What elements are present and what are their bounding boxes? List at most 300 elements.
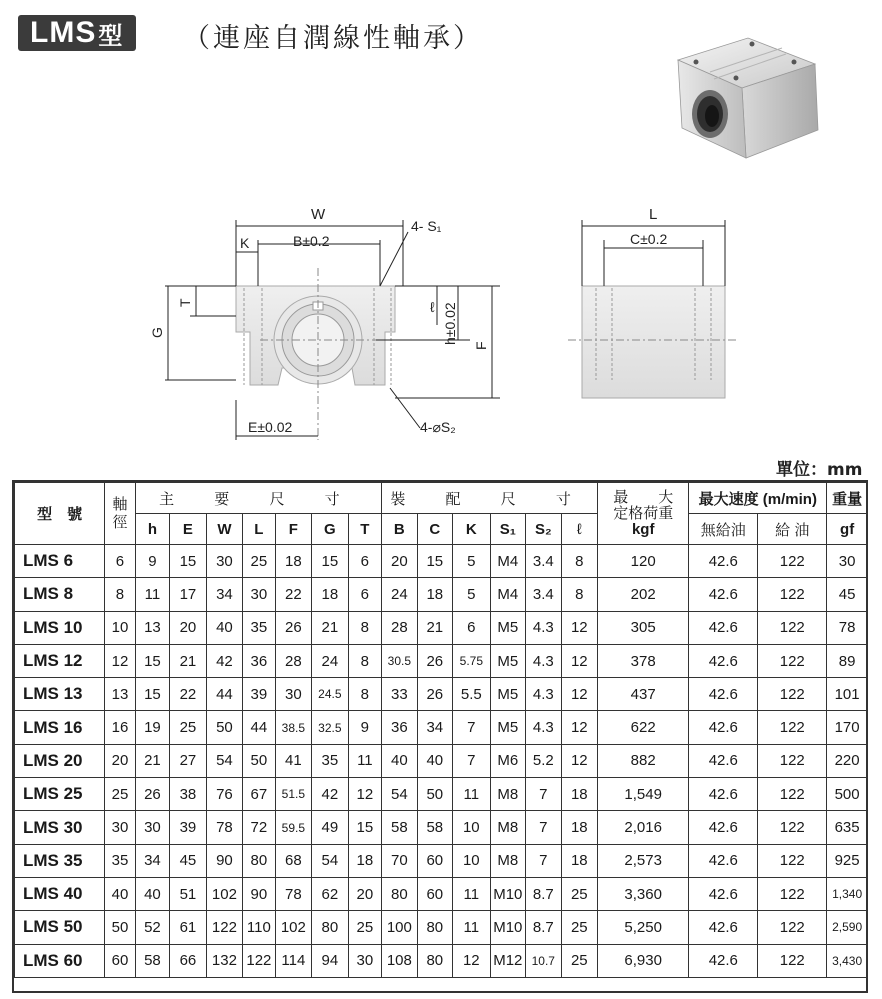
cell-t: 15	[348, 811, 381, 844]
cell-k: 7	[453, 744, 491, 777]
cell-d: 16	[105, 711, 135, 744]
cell-k: 10	[453, 844, 491, 877]
table-row	[15, 611, 868, 644]
table-row	[15, 877, 868, 910]
cell-k: 12	[453, 944, 491, 977]
cell-k: 10	[453, 811, 491, 844]
label-K: K	[240, 235, 250, 251]
cell-w: 78	[206, 811, 243, 844]
spec-table	[14, 482, 868, 978]
cell-g: 54	[312, 844, 349, 877]
cell-f: 41	[275, 744, 312, 777]
cell-model: LMS 50	[15, 911, 105, 944]
cell-model: LMS 8	[15, 578, 105, 611]
cell-model: LMS 60	[15, 944, 105, 977]
cell-h: 30	[135, 811, 169, 844]
label-C: C±0.2	[630, 231, 668, 247]
cell-w: 42	[206, 644, 243, 677]
table-row	[15, 711, 868, 744]
cell-no_oil: 42.6	[689, 911, 758, 944]
cell-s1: M8	[490, 811, 525, 844]
cell-weight: 101	[827, 678, 868, 711]
cell-t: 6	[348, 578, 381, 611]
th-model: 型 號	[15, 483, 105, 545]
cell-w: 102	[206, 877, 243, 910]
label-F: F	[473, 341, 489, 350]
cell-t: 25	[348, 911, 381, 944]
cell-g: 42	[312, 778, 349, 811]
cell-no_oil: 42.6	[689, 644, 758, 677]
cell-c: 80	[417, 911, 452, 944]
th-S2: S₂	[526, 514, 561, 545]
cell-f: 59.5	[275, 811, 312, 844]
cell-oil: 122	[758, 545, 827, 578]
cell-load: 1,549	[598, 778, 689, 811]
cell-s2: 4.3	[526, 644, 561, 677]
cell-c: 15	[417, 545, 452, 578]
cell-s1: M10	[490, 877, 525, 910]
cell-no_oil: 42.6	[689, 877, 758, 910]
cell-b: 28	[382, 611, 417, 644]
cell-no_oil: 42.6	[689, 778, 758, 811]
cell-load: 3,360	[598, 877, 689, 910]
th-max-load-unit: kgf	[631, 520, 655, 538]
cell-s2: 10.7	[526, 944, 561, 977]
cell-l: 80	[243, 844, 275, 877]
th-max-speed: 最大速度 (m/min)	[689, 483, 827, 514]
cell-w: 44	[206, 678, 243, 711]
cell-s1: M4	[490, 545, 525, 578]
cell-e: 61	[170, 911, 207, 944]
label-l: ℓ	[430, 299, 435, 315]
cell-g: 49	[312, 811, 349, 844]
cell-b: 40	[382, 744, 417, 777]
cell-s2: 5.2	[526, 744, 561, 777]
cell-s1: M10	[490, 911, 525, 944]
cell-l: 90	[243, 877, 275, 910]
th-G: G	[312, 514, 349, 545]
cell-oil: 122	[758, 744, 827, 777]
dimension-drawing	[0, 0, 882, 460]
cell-weight: 30	[827, 545, 868, 578]
cell-h: 21	[135, 744, 169, 777]
product-subtitle: （連座自潤線性軸承）	[183, 23, 483, 54]
cell-weight: 220	[827, 744, 868, 777]
cell-s2: 3.4	[526, 545, 561, 578]
cell-k: 5	[453, 545, 491, 578]
cell-b: 30.5	[382, 644, 417, 677]
cell-load: 2,016	[598, 811, 689, 844]
cell-c: 26	[417, 678, 452, 711]
cell-l: 122	[243, 944, 275, 977]
cell-model: LMS 30	[15, 811, 105, 844]
cell-h: 34	[135, 844, 169, 877]
cell-e: 15	[170, 545, 207, 578]
cell-no_oil: 42.6	[689, 944, 758, 977]
cell-c: 18	[417, 578, 452, 611]
label-S1: 4- S₁	[411, 218, 442, 234]
cell-l: 12	[561, 644, 598, 677]
cell-g: 21	[312, 611, 349, 644]
cell-h: 15	[135, 678, 169, 711]
cell-k: 6	[453, 611, 491, 644]
th-oil: 給 油	[758, 514, 827, 545]
cell-s2: 3.4	[526, 578, 561, 611]
cell-l: 12	[561, 678, 598, 711]
cell-l: 25	[561, 877, 598, 910]
model-suffix: 型	[98, 22, 123, 50]
cell-c: 80	[417, 944, 452, 977]
cell-load: 437	[598, 678, 689, 711]
cell-model: LMS 10	[15, 611, 105, 644]
cell-g: 24.5	[312, 678, 349, 711]
cell-t: 6	[348, 545, 381, 578]
cell-c: 58	[417, 811, 452, 844]
cell-k: 5.75	[453, 644, 491, 677]
cell-load: 882	[598, 744, 689, 777]
cell-k: 11	[453, 911, 491, 944]
cell-d: 6	[105, 545, 135, 578]
cell-e: 38	[170, 778, 207, 811]
cell-f: 51.5	[275, 778, 312, 811]
th-B: B	[382, 514, 417, 545]
cell-g: 15	[312, 545, 349, 578]
cell-w: 34	[206, 578, 243, 611]
cell-k: 5.5	[453, 678, 491, 711]
table-row	[15, 911, 868, 944]
cell-oil: 122	[758, 778, 827, 811]
th-weight: 重量	[827, 483, 868, 514]
cell-weight: 45	[827, 578, 868, 611]
th-C: C	[417, 514, 452, 545]
cell-g: 62	[312, 877, 349, 910]
cell-h: 58	[135, 944, 169, 977]
cell-d: 50	[105, 911, 135, 944]
cell-d: 8	[105, 578, 135, 611]
cell-model: LMS 16	[15, 711, 105, 744]
th-shaft: 軸 徑	[105, 483, 135, 545]
cell-w: 90	[206, 844, 243, 877]
cell-b: 108	[382, 944, 417, 977]
side-view	[568, 286, 738, 398]
cell-no_oil: 42.6	[689, 611, 758, 644]
cell-s1: M5	[490, 644, 525, 677]
cell-oil: 122	[758, 644, 827, 677]
cell-l: 18	[561, 778, 598, 811]
cell-l: 18	[561, 811, 598, 844]
cell-f: 18	[275, 545, 312, 578]
cell-no_oil: 42.6	[689, 678, 758, 711]
cell-h: 52	[135, 911, 169, 944]
cell-b: 54	[382, 778, 417, 811]
label-T: T	[177, 298, 193, 307]
cell-oil: 122	[758, 678, 827, 711]
cell-model: LMS 20	[15, 744, 105, 777]
label-L: L	[649, 206, 658, 223]
cell-f: 38.5	[275, 711, 312, 744]
cell-k: 5	[453, 578, 491, 611]
table-row	[15, 578, 868, 611]
label-B: B±0.2	[293, 233, 330, 249]
cell-l: 25	[243, 545, 275, 578]
th-l: ℓ	[561, 514, 598, 545]
th-K: K	[453, 514, 491, 545]
cell-b: 33	[382, 678, 417, 711]
cell-load: 378	[598, 644, 689, 677]
cell-l: 8	[561, 578, 598, 611]
cell-t: 20	[348, 877, 381, 910]
cell-c: 21	[417, 611, 452, 644]
cell-l: 18	[561, 844, 598, 877]
table-row	[15, 744, 868, 777]
cell-load: 120	[598, 545, 689, 578]
cell-f: 22	[275, 578, 312, 611]
cell-g: 35	[312, 744, 349, 777]
cell-g: 94	[312, 944, 349, 977]
cell-f: 68	[275, 844, 312, 877]
th-weight-unit: gf	[827, 514, 868, 545]
cell-w: 54	[206, 744, 243, 777]
table-row	[15, 811, 868, 844]
cell-l: 110	[243, 911, 275, 944]
cell-model: LMS 35	[15, 844, 105, 877]
cell-oil: 122	[758, 877, 827, 910]
table-row	[15, 678, 868, 711]
cell-load: 202	[598, 578, 689, 611]
cell-k: 7	[453, 711, 491, 744]
th-T: T	[348, 514, 381, 545]
cell-weight: 170	[827, 711, 868, 744]
cell-l: 72	[243, 811, 275, 844]
cell-s1: M5	[490, 711, 525, 744]
cell-h: 13	[135, 611, 169, 644]
cell-no_oil: 42.6	[689, 811, 758, 844]
cell-b: 36	[382, 711, 417, 744]
cell-d: 25	[105, 778, 135, 811]
cell-f: 28	[275, 644, 312, 677]
cell-s1: M8	[490, 844, 525, 877]
cell-oil: 122	[758, 711, 827, 744]
cell-e: 45	[170, 844, 207, 877]
table-row	[15, 844, 868, 877]
cell-c: 26	[417, 644, 452, 677]
cell-l: 67	[243, 778, 275, 811]
cell-l: 25	[561, 944, 598, 977]
cell-w: 76	[206, 778, 243, 811]
cell-l: 44	[243, 711, 275, 744]
cell-t: 12	[348, 778, 381, 811]
cell-model: LMS 13	[15, 678, 105, 711]
cell-load: 2,573	[598, 844, 689, 877]
cell-oil: 122	[758, 811, 827, 844]
th-h: h	[135, 514, 169, 545]
cell-b: 20	[382, 545, 417, 578]
th-L: L	[243, 514, 275, 545]
cell-d: 20	[105, 744, 135, 777]
cell-weight: 3,430	[827, 944, 868, 977]
cell-t: 30	[348, 944, 381, 977]
cell-f: 102	[275, 911, 312, 944]
cell-oil: 122	[758, 911, 827, 944]
cell-weight: 500	[827, 778, 868, 811]
cell-t: 11	[348, 744, 381, 777]
cell-d: 60	[105, 944, 135, 977]
cell-load: 305	[598, 611, 689, 644]
cell-l: 36	[243, 644, 275, 677]
cell-no_oil: 42.6	[689, 545, 758, 578]
cell-s2: 8.7	[526, 877, 561, 910]
cell-k: 11	[453, 877, 491, 910]
cell-d: 35	[105, 844, 135, 877]
label-S2: 4-⌀S₂	[420, 419, 456, 435]
cell-l: 8	[561, 545, 598, 578]
cell-s1: M5	[490, 611, 525, 644]
cell-weight: 78	[827, 611, 868, 644]
cell-e: 17	[170, 578, 207, 611]
cell-l: 12	[561, 611, 598, 644]
cell-h: 40	[135, 877, 169, 910]
cell-t: 8	[348, 678, 381, 711]
cell-s1: M12	[490, 944, 525, 977]
cell-s2: 4.3	[526, 711, 561, 744]
cell-l: 50	[243, 744, 275, 777]
cell-b: 100	[382, 911, 417, 944]
model-name: LMS	[30, 16, 97, 49]
cell-d: 12	[105, 644, 135, 677]
cell-b: 58	[382, 811, 417, 844]
label-G: G	[149, 327, 165, 338]
cell-g: 80	[312, 911, 349, 944]
th-W: W	[206, 514, 243, 545]
cell-s2: 7	[526, 811, 561, 844]
table-row	[15, 778, 868, 811]
cell-l: 35	[243, 611, 275, 644]
front-view	[236, 268, 395, 440]
cell-b: 24	[382, 578, 417, 611]
cell-e: 21	[170, 644, 207, 677]
cell-oil: 122	[758, 611, 827, 644]
cell-l: 25	[561, 911, 598, 944]
cell-t: 8	[348, 644, 381, 677]
cell-b: 80	[382, 877, 417, 910]
cell-h: 9	[135, 545, 169, 578]
cell-w: 30	[206, 545, 243, 578]
cell-weight: 2,590	[827, 911, 868, 944]
cell-s1: M5	[490, 678, 525, 711]
cell-t: 8	[348, 611, 381, 644]
cell-no_oil: 42.6	[689, 844, 758, 877]
cell-e: 66	[170, 944, 207, 977]
cell-d: 40	[105, 877, 135, 910]
cell-g: 18	[312, 578, 349, 611]
cell-t: 18	[348, 844, 381, 877]
th-main-dims: 主 要 尺 寸	[135, 483, 381, 514]
cell-c: 50	[417, 778, 452, 811]
cell-b: 70	[382, 844, 417, 877]
cell-d: 13	[105, 678, 135, 711]
cell-s1: M6	[490, 744, 525, 777]
cell-no_oil: 42.6	[689, 711, 758, 744]
cell-e: 20	[170, 611, 207, 644]
cell-d: 30	[105, 811, 135, 844]
label-W: W	[311, 206, 326, 223]
cell-s1: M4	[490, 578, 525, 611]
cell-s2: 8.7	[526, 911, 561, 944]
cell-load: 5,250	[598, 911, 689, 944]
cell-h: 19	[135, 711, 169, 744]
cell-w: 40	[206, 611, 243, 644]
label-E: E±0.02	[248, 419, 293, 435]
cell-e: 27	[170, 744, 207, 777]
cell-f: 78	[275, 877, 312, 910]
cell-model: LMS 6	[15, 545, 105, 578]
cell-weight: 925	[827, 844, 868, 877]
th-S1: S₁	[490, 514, 525, 545]
cell-e: 51	[170, 877, 207, 910]
table-row	[15, 545, 868, 578]
cell-model: LMS 12	[15, 644, 105, 677]
cell-f: 30	[275, 678, 312, 711]
cell-load: 622	[598, 711, 689, 744]
cell-e: 25	[170, 711, 207, 744]
cell-weight: 1,340	[827, 877, 868, 910]
cell-model: LMS 40	[15, 877, 105, 910]
cell-s2: 7	[526, 844, 561, 877]
cell-g: 32.5	[312, 711, 349, 744]
cell-l: 30	[243, 578, 275, 611]
cell-s1: M8	[490, 778, 525, 811]
th-no-oil: 無給油	[689, 514, 758, 545]
cell-c: 34	[417, 711, 452, 744]
cell-no_oil: 42.6	[689, 744, 758, 777]
cell-oil: 122	[758, 844, 827, 877]
cell-c: 40	[417, 744, 452, 777]
cell-w: 132	[206, 944, 243, 977]
th-max-load-1: 最 大	[613, 488, 674, 506]
cell-s2: 4.3	[526, 611, 561, 644]
cell-model: LMS 25	[15, 778, 105, 811]
cell-no_oil: 42.6	[689, 578, 758, 611]
cell-f: 26	[275, 611, 312, 644]
cell-l: 12	[561, 744, 598, 777]
cell-c: 60	[417, 877, 452, 910]
th-E: E	[170, 514, 207, 545]
cell-h: 26	[135, 778, 169, 811]
cell-t: 9	[348, 711, 381, 744]
label-h: h±0.02	[442, 302, 458, 345]
th-mount-dims: 裝 配 尺 寸	[382, 483, 598, 514]
cell-f: 114	[275, 944, 312, 977]
cell-c: 60	[417, 844, 452, 877]
th-F: F	[275, 514, 312, 545]
unit-label: 單位：mm	[776, 460, 863, 480]
cell-e: 39	[170, 811, 207, 844]
th-max-load-2: 定格荷重	[613, 504, 674, 522]
cell-l: 39	[243, 678, 275, 711]
cell-oil: 122	[758, 944, 827, 977]
cell-k: 11	[453, 778, 491, 811]
cell-weight: 635	[827, 811, 868, 844]
cell-oil: 122	[758, 578, 827, 611]
table-row	[15, 944, 868, 977]
cell-e: 22	[170, 678, 207, 711]
cell-w: 50	[206, 711, 243, 744]
cell-s2: 7	[526, 778, 561, 811]
cell-g: 24	[312, 644, 349, 677]
table-row	[15, 644, 868, 677]
cell-d: 10	[105, 611, 135, 644]
cell-h: 11	[135, 578, 169, 611]
